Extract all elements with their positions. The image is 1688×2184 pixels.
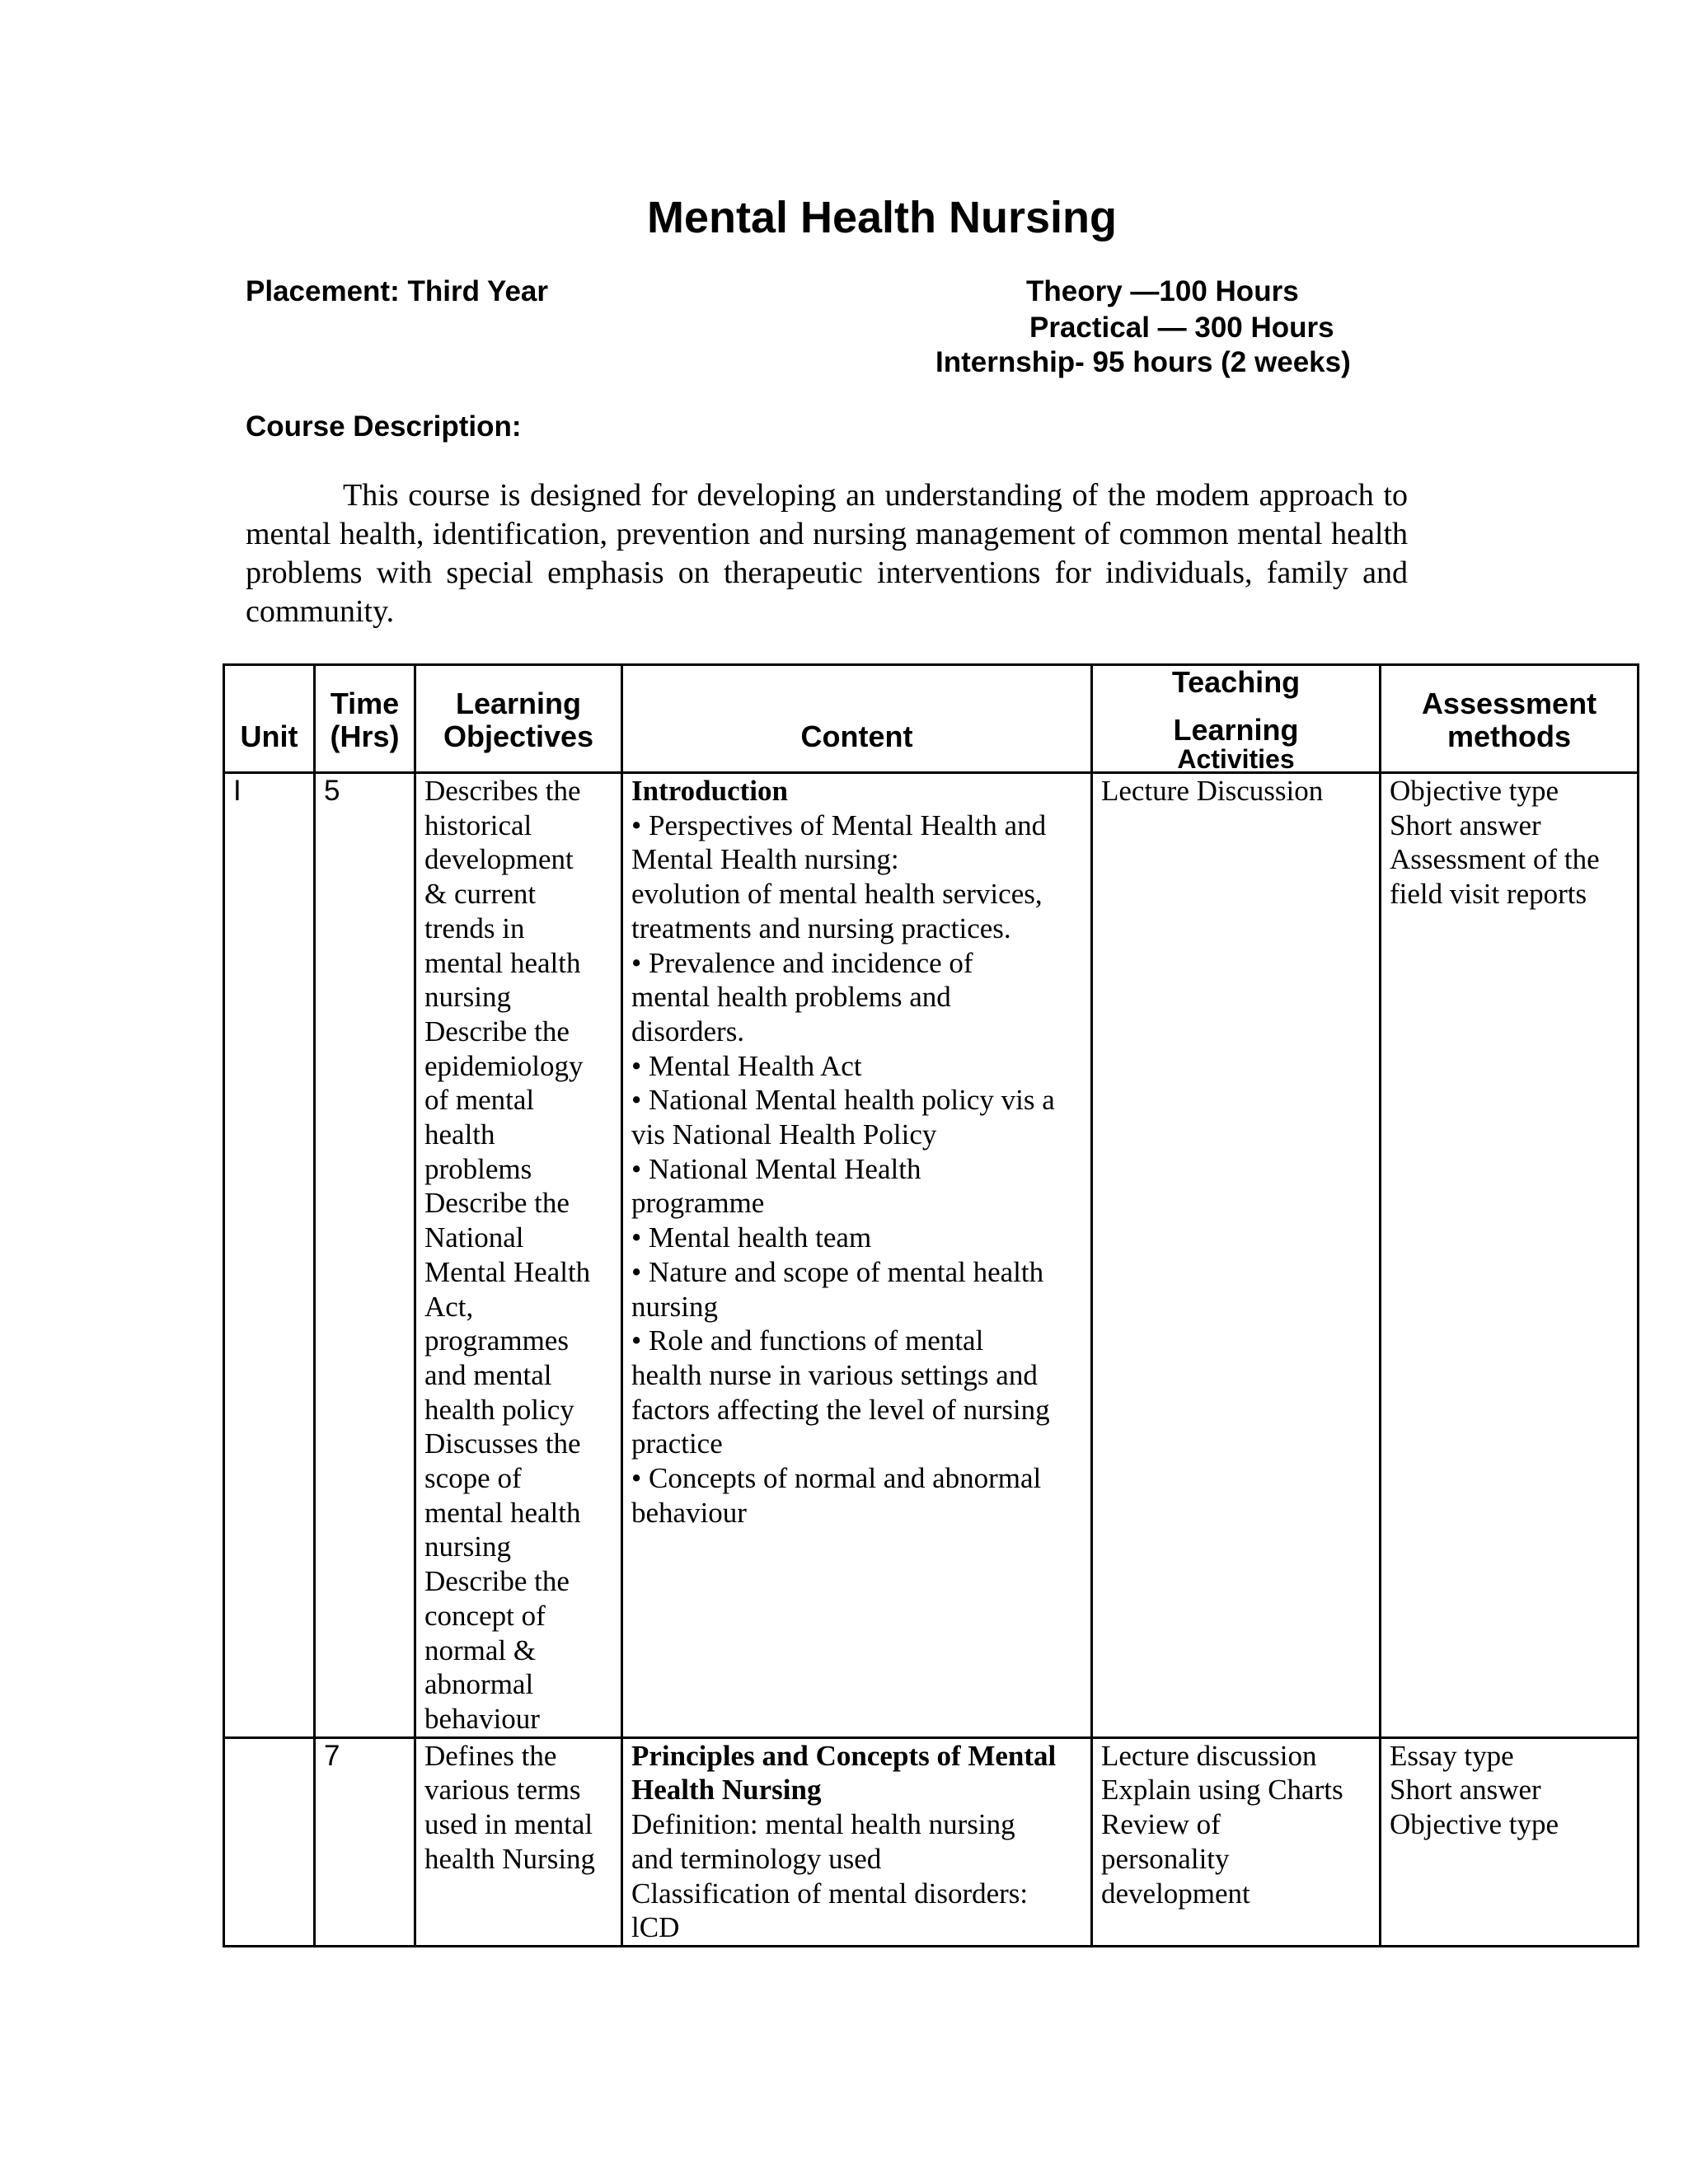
assessment-line: Short answer — [1390, 808, 1541, 841]
content-line: mental health problems and — [631, 981, 951, 1014]
content-line: Mental Health nursing: — [631, 843, 899, 876]
content-line: nursing — [631, 1290, 718, 1323]
content-title: Principles and Concepts of Mental Health Nursing — [631, 1739, 1057, 1807]
content-line: Definition: mental health nursing — [631, 1808, 1015, 1841]
theory-hours: Theory —100 Hours — [1026, 275, 1299, 307]
content-line: • Concepts of normal and abnormal — [631, 1462, 1042, 1495]
content-line: • National Mental health policy vis a — [631, 1084, 1055, 1117]
objective-line: Describe the — [424, 1565, 570, 1598]
course-description-heading: Course Description: — [246, 410, 522, 443]
content-line: factors affecting the level of nursing — [631, 1393, 1050, 1426]
content-line: evolution of mental health services, — [631, 878, 1043, 911]
content-cell — [622, 1737, 1092, 1946]
objective-line: trends in — [424, 912, 525, 944]
objective-line: & current — [424, 878, 537, 911]
unit-cell — [224, 1737, 315, 1946]
objective-line: development — [424, 843, 574, 876]
activity-line: Review of — [1101, 1808, 1221, 1841]
syllabus-table — [223, 663, 1639, 1947]
objective-line: used in mental — [424, 1808, 593, 1841]
activity-line: Explain using Charts — [1101, 1774, 1343, 1807]
content-line: • Perspectives of Mental Health and — [631, 808, 1047, 841]
objective-line: abnormal — [424, 1668, 534, 1701]
objective-line: National — [424, 1221, 524, 1254]
objective-line: normal & — [424, 1633, 537, 1666]
objective-line: of mental — [424, 1084, 535, 1117]
activity-line: Lecture discussion — [1101, 1739, 1317, 1772]
objective-line: Describe the — [424, 1015, 570, 1047]
activities-cell — [1092, 773, 1381, 1738]
assessment-line: Objective type — [1390, 1808, 1559, 1841]
unit-cell: I — [224, 773, 315, 1738]
content-line: practice — [631, 1427, 723, 1460]
objective-line: mental health — [424, 1496, 581, 1529]
objective-line: Describes the — [424, 775, 581, 807]
objective-line: behaviour — [424, 1702, 540, 1735]
assessment-line: Assessment of the — [1390, 843, 1600, 876]
course-description-body: This course is designed for developing an understanding of the modem approach to mental health, identification, prevention and nursing management of common mental health problems with special emphasis on therapeutic interventions for individuals, family and community. — [246, 478, 1408, 629]
assessment-line: Objective type — [1390, 775, 1559, 807]
content-line: • Mental health team — [631, 1221, 872, 1254]
objective-line: historical — [424, 808, 532, 841]
activity-line: personality — [1101, 1842, 1230, 1875]
objective-line: problems — [424, 1152, 532, 1185]
objective-line: programmes — [424, 1324, 569, 1357]
assessment-cell — [1381, 773, 1639, 1738]
assessment-line: Essay type — [1390, 1739, 1514, 1772]
objective-line: epidemiology — [424, 1049, 584, 1082]
assessment-line: field visit reports — [1390, 878, 1587, 911]
internship-hours: Internship- 95 hours (2 weeks) — [935, 346, 1351, 378]
content-line: health nurse in various settings and — [631, 1358, 1038, 1391]
activity-line: development — [1101, 1877, 1250, 1910]
content-title: Introduction — [631, 775, 788, 807]
objective-line: Defines the — [424, 1739, 557, 1772]
time-cell: 7 — [315, 1737, 415, 1946]
objective-line: mental health — [424, 946, 581, 979]
table-row — [224, 773, 1639, 1738]
objective-line: health — [424, 1118, 495, 1151]
header-tla-activities: Activities — [1177, 744, 1295, 774]
objective-line: Mental Health — [424, 1255, 591, 1288]
content-line: programme — [631, 1187, 765, 1220]
header-teaching-learning-activities — [1092, 665, 1381, 773]
objective-line: concept of — [424, 1599, 546, 1632]
content-line: • Prevalence and incidence of — [631, 946, 973, 979]
practical-hours: Practical — 300 Hours — [1029, 312, 1334, 344]
objectives-cell — [415, 1737, 622, 1946]
header-content: Content — [622, 665, 1092, 773]
table-header-row — [224, 665, 1639, 773]
content-line: • Role and functions of mental — [631, 1324, 984, 1357]
document-title: Mental Health Nursing — [646, 193, 1118, 242]
content-line: vis National Health Policy — [631, 1118, 937, 1151]
content-line: Classification of mental disorders: — [631, 1877, 1029, 1910]
assessment-line: Short answer — [1390, 1774, 1541, 1807]
objective-line: health policy — [424, 1393, 574, 1426]
header-objectives: Learning Objectives — [415, 665, 622, 773]
objective-line: Describe the — [424, 1187, 570, 1220]
objective-line: Act, — [424, 1290, 474, 1323]
time-cell: 5 — [315, 773, 415, 1738]
assessment-cell — [1381, 1737, 1639, 1946]
content-line: disorders. — [631, 1015, 745, 1047]
header-time: Time (Hrs) — [315, 665, 415, 773]
content-line: and terminology used — [631, 1842, 882, 1875]
content-line: lCD — [631, 1911, 680, 1944]
objectives-cell — [415, 773, 622, 1738]
objective-line: nursing — [424, 981, 511, 1014]
objective-line: various terms — [424, 1774, 581, 1807]
content-line: treatments and nursing practices. — [631, 912, 1011, 944]
content-line: • Nature and scope of mental health — [631, 1255, 1044, 1288]
objective-line: and mental — [424, 1358, 552, 1391]
header-tla-learning: Learning — [1173, 713, 1299, 747]
objective-line: health Nursing — [424, 1842, 596, 1875]
content-line: • National Mental Health — [631, 1152, 921, 1185]
header-tla-teaching: Teaching — [1171, 665, 1301, 699]
placement-label: Placement: Third Year — [246, 275, 549, 307]
header-assessment: Assessment methods — [1381, 665, 1639, 773]
table-body — [224, 773, 1639, 1947]
header-unit: Unit — [224, 665, 315, 773]
table-row — [224, 1737, 1639, 1946]
content-line: behaviour — [631, 1496, 747, 1529]
content-line: • Mental Health Act — [631, 1049, 862, 1082]
activity-line: Lecture Discussion — [1101, 775, 1324, 807]
content-cell — [622, 773, 1092, 1738]
objective-line: scope of — [424, 1462, 522, 1495]
objective-line: nursing — [424, 1530, 511, 1563]
objective-line: Discusses the — [424, 1427, 581, 1460]
activities-cell — [1092, 1737, 1381, 1946]
